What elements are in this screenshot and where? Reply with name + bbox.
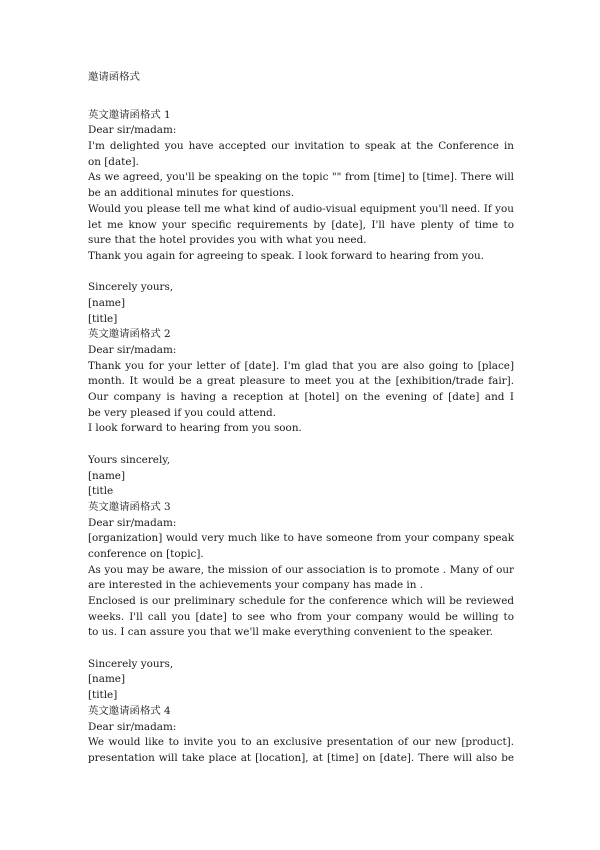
letter-body-line: month. It would be a great pleasure to meet you at the [exhibition/trade fair]. (88, 375, 514, 388)
paragraph-gap (88, 437, 514, 453)
letter-body-line: Our company is having a reception at [hotel] on the evening of [date] and I (88, 391, 514, 404)
letter-heading: 英文邀请函格式 4 (88, 704, 171, 717)
letter-signature-line: [name] (88, 469, 125, 482)
letter-salutation: Dear sir/madam: (88, 124, 177, 137)
letter-signature-line: [name] (88, 673, 125, 686)
letter-signature-line: [title] (88, 312, 118, 325)
letter-4 (88, 704, 514, 767)
letter-signature-line: [name] (88, 296, 125, 309)
document-page (88, 70, 514, 767)
letter-signature-line: [title] (88, 689, 118, 702)
letter-3 (88, 500, 514, 704)
letter-body-line: are interested in the achievements your company has made in . (88, 579, 424, 592)
letter-body-line: sure that the hotel provides you with what you need. (88, 234, 367, 247)
letter-salutation: Dear sir/madam: (88, 720, 177, 733)
letter-body-line: [organization] would very much like to have someone from your company speak (88, 532, 514, 545)
letter-body-line: conference on [topic]. (88, 547, 204, 560)
letter-body-line: weeks. I'll call you [date] to see who from your company would be willing to (88, 610, 514, 623)
letter-body-line: presentation will take place at [location], at [time] on [date]. There will also be (88, 751, 514, 764)
letter-body-line: Thank you for your letter of [date]. I'm glad that you are also going to [place] (88, 359, 514, 372)
letter-body-line: be very pleased if you could attend. (88, 406, 276, 419)
letter-body-line: We would like to invite you to an exclusive presentation of our new [product]. (88, 736, 514, 749)
letters-container (88, 108, 514, 767)
letter-closing: Sincerely yours, (88, 281, 174, 294)
letter-body-line: I look forward to hearing from you soon. (88, 422, 302, 435)
paragraph-gap (88, 265, 514, 281)
title-spacer (88, 86, 514, 108)
letter-1 (88, 108, 514, 328)
letter-body-line: be an additional minutes for questions. (88, 187, 295, 200)
letter-body-line: Would you please tell me what kind of audio-visual equipment you'll need. If you (88, 202, 514, 215)
letter-closing: Sincerely yours, (88, 657, 174, 670)
letter-body-line: Enclosed is our preliminary schedule for the conference which will be reviewed (88, 595, 514, 607)
letter-body-line: As we agreed, you'll be speaking on the topic "" from [time] to [time]. There will (88, 171, 514, 184)
document-title: 邀请函格式 (88, 71, 140, 83)
letter-signature-line: [title (88, 485, 114, 498)
letter-closing: Yours sincerely, (88, 453, 171, 466)
letter-body-line: on [date]. (88, 155, 139, 168)
letter-heading: 英文邀请函格式 3 (88, 500, 171, 513)
letter-2 (88, 327, 514, 500)
letter-heading: 英文邀请函格式 1 (88, 108, 171, 121)
paragraph-gap (88, 641, 514, 657)
letter-salutation: Dear sir/madam: (88, 344, 177, 356)
letter-body-line: I'm delighted you have accepted our invitation to speak at the Conference in (88, 140, 514, 153)
letter-heading: 英文邀请函格式 2 (88, 328, 171, 341)
letter-body-line: Thank you again for agreeing to speak. I look forward to hearing from you. (88, 249, 484, 262)
letter-body-line: let me know your specific requirements by [date], I'll have plenty of time to (88, 218, 514, 231)
letter-body-line: As you may be aware, the mission of our association is to promote . Many of our (88, 563, 514, 576)
letter-salutation: Dear sir/madam: (88, 516, 177, 529)
letter-body-line: to us. I can assure you that we'll make everything convenient to the speaker. (88, 626, 493, 639)
